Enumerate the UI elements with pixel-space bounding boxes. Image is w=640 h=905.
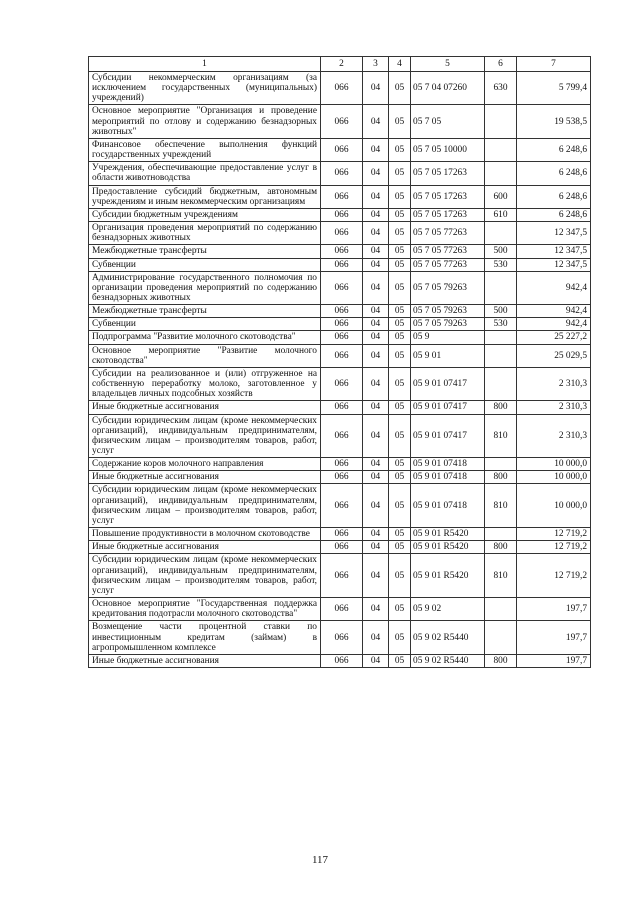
subsection-cell: 05 bbox=[389, 208, 411, 221]
row-name-cell: Субсидии юридическим лицам (кроме некоммерческих организаций), индивидуальным предпринимателям, физическим лицам – производителям товаров, работ, услуг bbox=[89, 414, 321, 458]
target-article-cell: 05 7 05 77263 bbox=[411, 245, 485, 258]
amount-cell: 6 248,6 bbox=[517, 138, 591, 161]
section-cell: 04 bbox=[363, 471, 389, 484]
section-cell: 04 bbox=[363, 344, 389, 367]
subsection-cell: 05 bbox=[389, 258, 411, 271]
target-article-cell: 05 7 05 17263 bbox=[411, 185, 485, 208]
expense-type-cell: 810 bbox=[485, 554, 517, 598]
admin-code-cell: 066 bbox=[321, 271, 363, 304]
table-row bbox=[89, 484, 591, 528]
subsection-cell: 05 bbox=[389, 162, 411, 185]
table-row bbox=[89, 541, 591, 554]
expense-type-cell: 500 bbox=[485, 245, 517, 258]
admin-code-cell: 066 bbox=[321, 528, 363, 541]
admin-code-cell: 066 bbox=[321, 208, 363, 221]
table-row bbox=[89, 245, 591, 258]
table-row bbox=[89, 621, 591, 654]
table-row bbox=[89, 654, 591, 667]
amount-cell: 2 310,3 bbox=[517, 401, 591, 414]
subsection-cell: 05 bbox=[389, 72, 411, 105]
column-header: 2 bbox=[321, 57, 363, 72]
row-name-cell: Иные бюджетные ассигнования bbox=[89, 401, 321, 414]
section-cell: 04 bbox=[363, 222, 389, 245]
expense-type-cell: 800 bbox=[485, 654, 517, 667]
subsection-cell: 05 bbox=[389, 554, 411, 598]
row-name-cell: Субсидии некоммерческим организациям (за исключением государственных (муниципальных) учреждений) bbox=[89, 72, 321, 105]
subsection-cell: 05 bbox=[389, 414, 411, 458]
target-article-cell: 05 7 04 07260 bbox=[411, 72, 485, 105]
column-header: 4 bbox=[389, 57, 411, 72]
section-cell: 04 bbox=[363, 138, 389, 161]
table-row bbox=[89, 138, 591, 161]
row-name-cell: Субсидии юридическим лицам (кроме некоммерческих организаций), индивидуальным предпринимателям, физическим лицам – производителям товаров, работ, услуг bbox=[89, 484, 321, 528]
expense-type-cell: 600 bbox=[485, 185, 517, 208]
amount-cell: 12 719,2 bbox=[517, 554, 591, 598]
row-name-cell: Иные бюджетные ассигнования bbox=[89, 541, 321, 554]
admin-code-cell: 066 bbox=[321, 258, 363, 271]
table-row bbox=[89, 208, 591, 221]
amount-cell: 197,7 bbox=[517, 598, 591, 621]
admin-code-cell: 066 bbox=[321, 367, 363, 400]
admin-code-cell: 066 bbox=[321, 305, 363, 318]
admin-code-cell: 066 bbox=[321, 185, 363, 208]
target-article-cell: 05 7 05 77263 bbox=[411, 222, 485, 245]
table-row bbox=[89, 305, 591, 318]
table-row bbox=[89, 105, 591, 138]
column-header: 7 bbox=[517, 57, 591, 72]
admin-code-cell: 066 bbox=[321, 138, 363, 161]
admin-code-cell: 066 bbox=[321, 105, 363, 138]
target-article-cell: 05 9 01 07418 bbox=[411, 484, 485, 528]
expense-type-cell bbox=[485, 138, 517, 161]
row-name-cell: Возмещение части процентной ставки по инвестиционным кредитам (займам) в агропромышленном комплексе bbox=[89, 621, 321, 654]
subsection-cell: 05 bbox=[389, 138, 411, 161]
amount-cell: 12 347,5 bbox=[517, 245, 591, 258]
expense-type-cell: 530 bbox=[485, 318, 517, 331]
section-cell: 04 bbox=[363, 162, 389, 185]
admin-code-cell: 066 bbox=[321, 222, 363, 245]
section-cell: 04 bbox=[363, 185, 389, 208]
table-row bbox=[89, 185, 591, 208]
expense-type-cell bbox=[485, 367, 517, 400]
amount-cell: 2 310,3 bbox=[517, 414, 591, 458]
table-row bbox=[89, 471, 591, 484]
subsection-cell: 05 bbox=[389, 471, 411, 484]
subsection-cell: 05 bbox=[389, 367, 411, 400]
expense-type-cell: 810 bbox=[485, 484, 517, 528]
admin-code-cell: 066 bbox=[321, 598, 363, 621]
amount-cell: 10 000,0 bbox=[517, 471, 591, 484]
admin-code-cell: 066 bbox=[321, 458, 363, 471]
admin-code-cell: 066 bbox=[321, 245, 363, 258]
amount-cell: 25 029,5 bbox=[517, 344, 591, 367]
subsection-cell: 05 bbox=[389, 598, 411, 621]
section-cell: 04 bbox=[363, 305, 389, 318]
expense-type-cell bbox=[485, 271, 517, 304]
admin-code-cell: 066 bbox=[321, 318, 363, 331]
table-row bbox=[89, 554, 591, 598]
amount-cell: 197,7 bbox=[517, 654, 591, 667]
row-name-cell: Администрирование государственного полномочия по организации проведения мероприятий по содержанию безнадзорных животных bbox=[89, 271, 321, 304]
subsection-cell: 05 bbox=[389, 222, 411, 245]
target-article-cell: 05 9 01 R5420 bbox=[411, 554, 485, 598]
expense-type-cell: 800 bbox=[485, 541, 517, 554]
expense-type-cell bbox=[485, 528, 517, 541]
row-name-cell: Основное мероприятие "Государственная поддержка кредитования подотрасли молочного скотоводства" bbox=[89, 598, 321, 621]
section-cell: 04 bbox=[363, 245, 389, 258]
subsection-cell: 05 bbox=[389, 105, 411, 138]
table-row bbox=[89, 271, 591, 304]
subsection-cell: 05 bbox=[389, 331, 411, 344]
section-cell: 04 bbox=[363, 414, 389, 458]
row-name-cell: Субвенции bbox=[89, 318, 321, 331]
amount-cell: 2 310,3 bbox=[517, 367, 591, 400]
target-article-cell: 05 7 05 17263 bbox=[411, 162, 485, 185]
table-row bbox=[89, 331, 591, 344]
expense-type-cell bbox=[485, 598, 517, 621]
table-row bbox=[89, 458, 591, 471]
section-cell: 04 bbox=[363, 367, 389, 400]
amount-cell: 942,4 bbox=[517, 271, 591, 304]
table-row bbox=[89, 598, 591, 621]
amount-cell: 942,4 bbox=[517, 305, 591, 318]
table-row bbox=[89, 258, 591, 271]
section-cell: 04 bbox=[363, 72, 389, 105]
row-name-cell: Организация проведения мероприятий по содержанию безнадзорных животных bbox=[89, 222, 321, 245]
subsection-cell: 05 bbox=[389, 621, 411, 654]
row-name-cell: Субсидии юридическим лицам (кроме некоммерческих организаций), индивидуальным предпринимателям, физическим лицам – производителям товаров, работ, услуг bbox=[89, 554, 321, 598]
row-name-cell: Предоставление субсидий бюджетным, автономным учреждениям и иным некоммерческим организациям bbox=[89, 185, 321, 208]
target-article-cell: 05 9 02 bbox=[411, 598, 485, 621]
subsection-cell: 05 bbox=[389, 401, 411, 414]
subsection-cell: 05 bbox=[389, 654, 411, 667]
target-article-cell: 05 9 01 07417 bbox=[411, 414, 485, 458]
amount-cell: 12 719,2 bbox=[517, 528, 591, 541]
amount-cell: 12 719,2 bbox=[517, 541, 591, 554]
section-cell: 04 bbox=[363, 554, 389, 598]
subsection-cell: 05 bbox=[389, 528, 411, 541]
table-row bbox=[89, 162, 591, 185]
subsection-cell: 05 bbox=[389, 185, 411, 208]
amount-cell: 19 538,5 bbox=[517, 105, 591, 138]
admin-code-cell: 066 bbox=[321, 162, 363, 185]
expense-type-cell bbox=[485, 222, 517, 245]
target-article-cell: 05 9 01 07418 bbox=[411, 458, 485, 471]
target-article-cell: 05 9 01 07418 bbox=[411, 471, 485, 484]
admin-code-cell: 066 bbox=[321, 72, 363, 105]
target-article-cell: 05 7 05 79263 bbox=[411, 305, 485, 318]
row-name-cell: Повышение продуктивности в молочном скотоводстве bbox=[89, 528, 321, 541]
expense-type-cell bbox=[485, 458, 517, 471]
expense-type-cell: 810 bbox=[485, 414, 517, 458]
subsection-cell: 05 bbox=[389, 318, 411, 331]
budget-table bbox=[88, 56, 591, 668]
admin-code-cell: 066 bbox=[321, 484, 363, 528]
section-cell: 04 bbox=[363, 318, 389, 331]
amount-cell: 25 227,2 bbox=[517, 331, 591, 344]
subsection-cell: 05 bbox=[389, 245, 411, 258]
target-article-cell: 05 9 01 R5420 bbox=[411, 541, 485, 554]
admin-code-cell: 066 bbox=[321, 401, 363, 414]
table-row bbox=[89, 414, 591, 458]
target-article-cell: 05 9 01 07417 bbox=[411, 401, 485, 414]
row-name-cell: Субвенции bbox=[89, 258, 321, 271]
expense-type-cell: 800 bbox=[485, 401, 517, 414]
expense-type-cell: 500 bbox=[485, 305, 517, 318]
table-row bbox=[89, 222, 591, 245]
section-cell: 04 bbox=[363, 208, 389, 221]
amount-cell: 10 000,0 bbox=[517, 484, 591, 528]
admin-code-cell: 066 bbox=[321, 554, 363, 598]
row-name-cell: Содержание коров молочного направления bbox=[89, 458, 321, 471]
admin-code-cell: 066 bbox=[321, 471, 363, 484]
table-body bbox=[89, 72, 591, 668]
section-cell: 04 bbox=[363, 598, 389, 621]
target-article-cell: 05 9 bbox=[411, 331, 485, 344]
table-row bbox=[89, 528, 591, 541]
section-cell: 04 bbox=[363, 105, 389, 138]
row-name-cell: Иные бюджетные ассигнования bbox=[89, 654, 321, 667]
subsection-cell: 05 bbox=[389, 458, 411, 471]
page-number: 117 bbox=[311, 854, 329, 866]
section-cell: 04 bbox=[363, 401, 389, 414]
table-row bbox=[89, 344, 591, 367]
table-row bbox=[89, 367, 591, 400]
admin-code-cell: 066 bbox=[321, 414, 363, 458]
target-article-cell: 05 7 05 79263 bbox=[411, 271, 485, 304]
subsection-cell: 05 bbox=[389, 305, 411, 318]
target-article-cell: 05 7 05 10000 bbox=[411, 138, 485, 161]
row-name-cell: Финансовое обеспечение выполнения функций государственных учреждений bbox=[89, 138, 321, 161]
amount-cell: 6 248,6 bbox=[517, 185, 591, 208]
section-cell: 04 bbox=[363, 654, 389, 667]
subsection-cell: 05 bbox=[389, 271, 411, 304]
admin-code-cell: 066 bbox=[321, 344, 363, 367]
admin-code-cell: 066 bbox=[321, 621, 363, 654]
section-cell: 04 bbox=[363, 271, 389, 304]
column-header: 1 bbox=[89, 57, 321, 72]
amount-cell: 12 347,5 bbox=[517, 222, 591, 245]
target-article-cell: 05 9 02 R5440 bbox=[411, 621, 485, 654]
expense-type-cell bbox=[485, 162, 517, 185]
expense-type-cell bbox=[485, 621, 517, 654]
row-name-cell: Межбюджетные трансферты bbox=[89, 245, 321, 258]
header-row bbox=[89, 57, 591, 72]
expense-type-cell: 630 bbox=[485, 72, 517, 105]
section-cell: 04 bbox=[363, 528, 389, 541]
column-header: 3 bbox=[363, 57, 389, 72]
section-cell: 04 bbox=[363, 484, 389, 528]
row-name-cell: Подпрограмма "Развитие молочного скотоводства" bbox=[89, 331, 321, 344]
expense-type-cell bbox=[485, 344, 517, 367]
column-header: 6 bbox=[485, 57, 517, 72]
expense-type-cell: 530 bbox=[485, 258, 517, 271]
expense-type-cell bbox=[485, 105, 517, 138]
section-cell: 04 bbox=[363, 331, 389, 344]
expense-type-cell bbox=[485, 331, 517, 344]
amount-cell: 197,7 bbox=[517, 621, 591, 654]
row-name-cell: Основное мероприятие "Организация и проведение мероприятий по отлову и содержанию безнадзорных животных" bbox=[89, 105, 321, 138]
admin-code-cell: 066 bbox=[321, 331, 363, 344]
amount-cell: 10 000,0 bbox=[517, 458, 591, 471]
subsection-cell: 05 bbox=[389, 541, 411, 554]
target-article-cell: 05 9 02 R5440 bbox=[411, 654, 485, 667]
subsection-cell: 05 bbox=[389, 344, 411, 367]
section-cell: 04 bbox=[363, 458, 389, 471]
row-name-cell: Основное мероприятие "Развитие молочного скотоводства" bbox=[89, 344, 321, 367]
expense-type-cell: 800 bbox=[485, 471, 517, 484]
admin-code-cell: 066 bbox=[321, 541, 363, 554]
target-article-cell: 05 9 01 07417 bbox=[411, 367, 485, 400]
section-cell: 04 bbox=[363, 258, 389, 271]
row-name-cell: Межбюджетные трансферты bbox=[89, 305, 321, 318]
target-article-cell: 05 9 01 bbox=[411, 344, 485, 367]
section-cell: 04 bbox=[363, 541, 389, 554]
expense-type-cell: 610 bbox=[485, 208, 517, 221]
target-article-cell: 05 7 05 77263 bbox=[411, 258, 485, 271]
target-article-cell: 05 9 01 R5420 bbox=[411, 528, 485, 541]
row-name-cell: Субсидии бюджетным учреждениям bbox=[89, 208, 321, 221]
amount-cell: 12 347,5 bbox=[517, 258, 591, 271]
amount-cell: 942,4 bbox=[517, 318, 591, 331]
table-row bbox=[89, 318, 591, 331]
section-cell: 04 bbox=[363, 621, 389, 654]
amount-cell: 5 799,4 bbox=[517, 72, 591, 105]
table-row bbox=[89, 72, 591, 105]
admin-code-cell: 066 bbox=[321, 654, 363, 667]
subsection-cell: 05 bbox=[389, 484, 411, 528]
row-name-cell: Учреждения, обеспечивающие предоставление услуг в области животноводства bbox=[89, 162, 321, 185]
amount-cell: 6 248,6 bbox=[517, 208, 591, 221]
amount-cell: 6 248,6 bbox=[517, 162, 591, 185]
table-row bbox=[89, 401, 591, 414]
column-header: 5 bbox=[411, 57, 485, 72]
target-article-cell: 05 7 05 79263 bbox=[411, 318, 485, 331]
target-article-cell: 05 7 05 bbox=[411, 105, 485, 138]
target-article-cell: 05 7 05 17263 bbox=[411, 208, 485, 221]
row-name-cell: Иные бюджетные ассигнования bbox=[89, 471, 321, 484]
row-name-cell: Субсидии на реализованное и (или) отгруженное на собственную переработку молоко, заготовленное у владельцев личных подсобных хозяйств bbox=[89, 367, 321, 400]
